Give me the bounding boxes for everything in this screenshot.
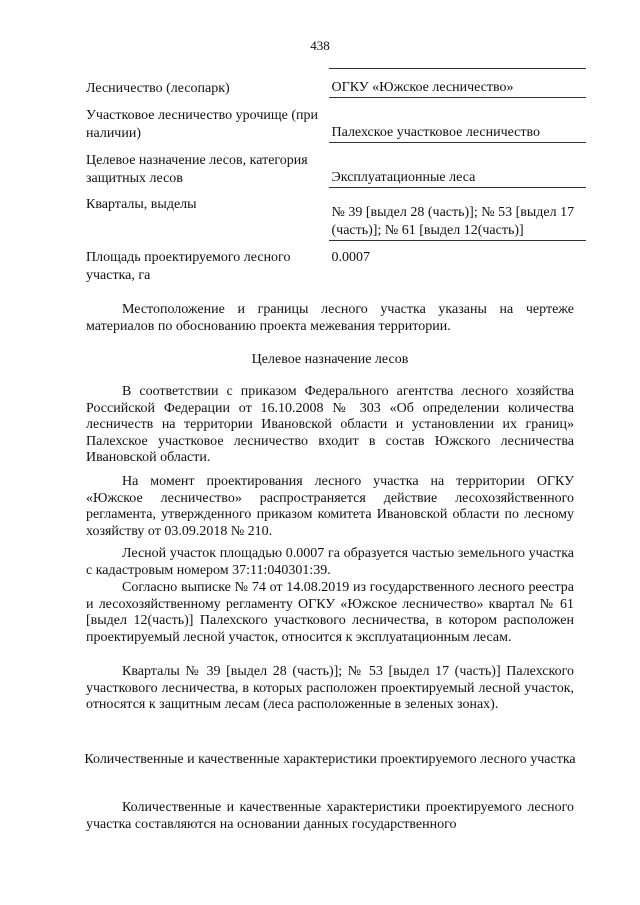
- paragraph-5: Кварталы № 39 [выдел 28 (часть)]; № 53 [выдел 17 (часть)] Палехского участкового лесничества, в которых расположен проектируемый лесной участок, относятся к защитным лесам (леса расположенные в зеленых зонах).: [86, 664, 574, 712]
- row-value: ОГКУ «Южское лесничество»: [329, 69, 587, 98]
- row-value: Палехское участковое лесничество: [329, 98, 587, 143]
- paragraph-2: На момент проектирования лесного участка на территории ОГКУ «Южское лесничество» распространяется действие лесохозяйственного регламента, утвержденного приказом комитета Ивановской области по лесному хозяйству от 03.09.2018 № 210.: [86, 474, 574, 539]
- page-number: 438: [310, 38, 330, 53]
- row-label: Площадь проектируемого лесного участка, га: [86, 249, 291, 283]
- section-heading-characteristics: Количественные и качественные характеристики проектируемого лесного участка: [84, 752, 576, 767]
- row-value: № 39 [выдел 28 (часть)]; № 53 [выдел 17 (часть)]; № 61 [выдел 12(часть)]: [329, 188, 587, 241]
- table-row: [86, 98, 586, 143]
- location-paragraph: Местоположение и границы лесного участка указаны на чертеже материалов по обоснованию проекта межевания территории.: [86, 302, 574, 334]
- forest-info-table: [86, 68, 586, 295]
- row-label: Участковое лесничество урочище (при наличии): [86, 107, 318, 141]
- row-value: Эксплуатационные леса: [329, 143, 587, 188]
- paragraph-3: Лесной участок площадью 0.0007 га образуется частью земельного участка с кадастровым номером 37:11:040301:39.: [86, 546, 574, 578]
- row-label: Целевое назначение лесов, категория защитных лесов: [86, 152, 308, 186]
- paragraph-6: Количественные и качественные характеристики проектируемого лесного участка составляются на основании данных государственного: [86, 800, 574, 832]
- paragraph-1: В соответствии с приказом Федерального агентства лесного хозяйства Российской Федерации от 16.10.2008 № 303 «Об определении количества лесничеств на территории Ивановской области и установлении их границ» Палехское участковое лесничество входит в состав Южского лесничества Ивановской области.: [86, 384, 574, 465]
- table-row: [86, 69, 586, 98]
- table-row: [86, 143, 586, 188]
- section-heading-purpose: Целевое назначение лесов: [251, 352, 409, 367]
- table-row: [86, 241, 586, 296]
- paragraph-4: Согласно выписке № 74 от 14.08.2019 из государственного лесного реестра и лесохозяйственному регламенту ОГКУ «Южское лесничество» квартал № 61 [выдел 12(часть)] Палехского участкового лесничества, в котором расположен проектируемый лесной участок, относится к эксплуатационным лесам.: [86, 580, 574, 645]
- row-value: 0.0007: [331, 250, 370, 265]
- row-label: Кварталы, выделы: [86, 196, 197, 212]
- row-label: Лесничество (лесопарк): [86, 80, 230, 96]
- table-row: [86, 188, 586, 241]
